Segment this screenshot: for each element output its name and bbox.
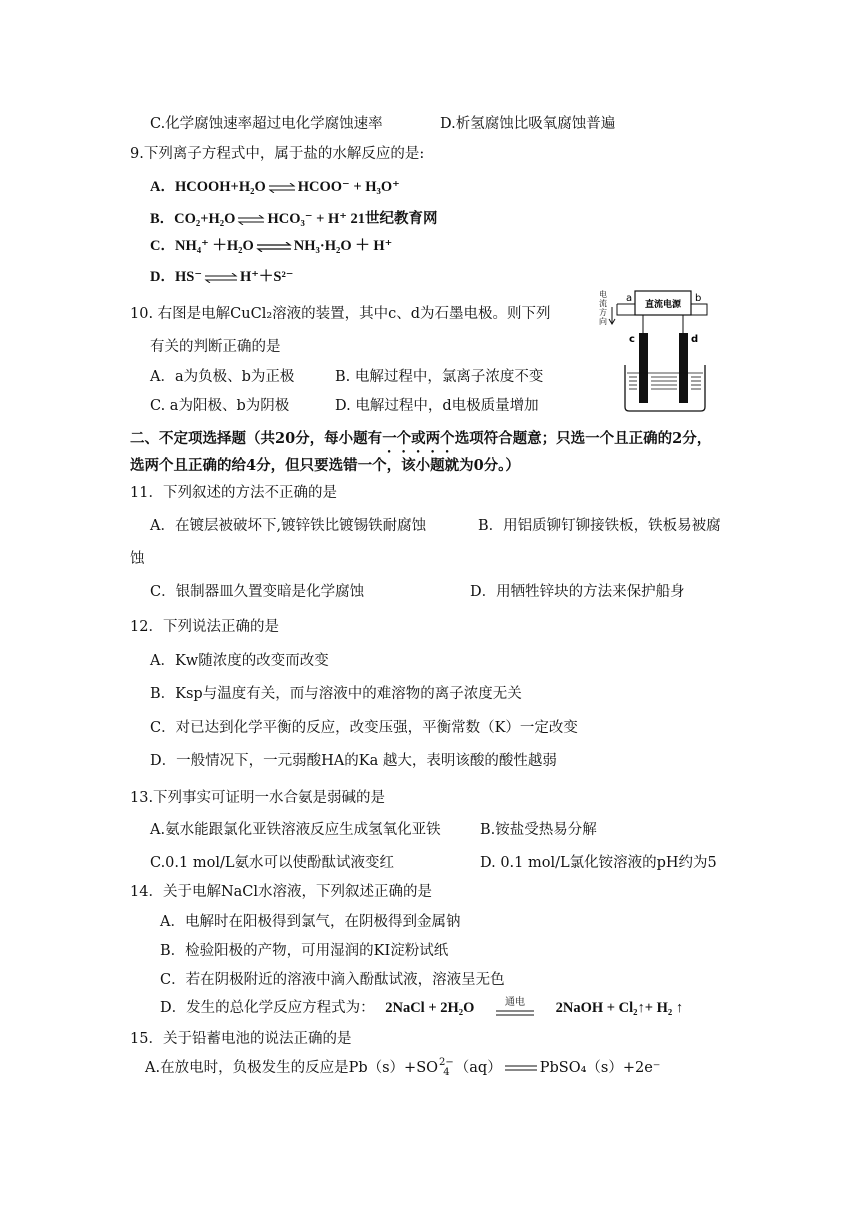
q11-option-d: D．用牺牲锌块的方法来保护船身 [470, 584, 685, 600]
q14-d-pre: D．发生的总化学反应方程式为： [160, 1000, 375, 1016]
q14-option-c: C．若在阴极附近的溶液中滴入酚酞试液，溶液呈无色 [160, 972, 505, 988]
q11-option-a: A．在镀层被破坏下,镀锌铁比镀锡铁耐腐蚀 [150, 518, 427, 534]
section2-header-line2: 选两个且正确的给4分，但只要选错一个，该小题就为0分。） [130, 457, 520, 474]
current-arrow-icon [609, 307, 615, 324]
electrolysis-condition-label: 通电 [504, 997, 525, 1008]
section2-header-line1 [130, 429, 711, 456]
power-label: 直流电源 [644, 300, 682, 310]
q9-option-d [150, 267, 293, 287]
q9-stem: 9.下列离子方程式中，属于盐的水解反应的是: [130, 146, 425, 162]
electrode-c [639, 333, 648, 403]
current-label-char: 方 [599, 308, 607, 317]
electrode-leads [643, 315, 683, 333]
q15-a-mid: （aq） [454, 1060, 502, 1076]
q15-a-post: PbSO₄（s）+2e⁻ [539, 1060, 661, 1076]
q9-c-rhs: NH₃·H₂O ＋ H⁺ [293, 238, 393, 254]
q11-option-b: B．用铝质铆钉铆接铁板，铁板易被腐 [478, 518, 721, 534]
q12-stem: 12．下列说法正确的是 [130, 619, 279, 635]
q9-a-rhs: HCOO⁻ + H₃O⁺ [297, 179, 400, 195]
q14-option-b: B．检验阳极的产物，可用湿润的KI淀粉试纸 [160, 943, 449, 959]
q9-a-lhs: A．HCOOH+H₂O [150, 179, 266, 195]
q12-option-d: D．一般情况下，一元弱酸HA的Ka 越大，表明该酸的酸性越弱 [150, 753, 557, 769]
q15-option-a [145, 1058, 660, 1078]
solution-level [627, 373, 703, 389]
q14-d-rhs: 2NaOH + Cl₂↑+ H₂ ↑ [555, 1000, 684, 1016]
q13-stem: 13.下列事实可证明一水合氨是弱碱的是 [130, 790, 386, 806]
q8-option-c: C.化学腐蚀速率超过电化学腐蚀速率 [150, 116, 383, 132]
q15-stem: 15．关于铅蓄电池的说法正确的是 [130, 1031, 352, 1047]
equilibrium-arrow-icon [204, 273, 238, 283]
terminal-label-a: a [626, 293, 633, 304]
q9-option-b [150, 209, 438, 229]
q10-option-b: B. 电解过程中，氯离子浓度不变 [335, 369, 544, 385]
section2-header-emphasis: 一个或两个 [382, 430, 455, 447]
current-direction-label [599, 289, 607, 326]
q9-d-rhs: H⁺＋S²⁻ [239, 269, 294, 285]
section2-header-post: 选项符合题意；只选一个且正确的2分， [454, 430, 712, 447]
q9-b-rhs: HCO₃⁻ + H⁺ 21世纪教育网 [267, 211, 438, 227]
q9-c-lhs: C．NH₄⁺ ＋H₂O [150, 238, 254, 254]
current-label-char: 电 [599, 290, 607, 299]
sulfate-subscript: 4 [443, 1067, 450, 1078]
q12-option-a: A．Kw随浓度的改变而改变 [150, 653, 329, 669]
q14-d-condition [493, 998, 537, 1018]
equilibrium-arrow-icon [256, 242, 292, 252]
q10-stem-line1: 10. 右图是电解CuCl₂溶液的装置，其中c、d为石墨电极。则下列 [130, 306, 551, 322]
q11-option-c: C．银制器皿久置变暗是化学腐蚀 [150, 584, 365, 600]
q14-option-a: A．电解时在阳极得到氯气，在阴极得到金属钠 [160, 914, 461, 930]
q9-option-c [150, 236, 392, 256]
q14-option-d [160, 998, 683, 1018]
equilibrium-arrow-icon [268, 183, 296, 193]
q14-d-lhs: 2NaCl + 2H₂O [385, 1000, 475, 1016]
current-label-char: 向 [599, 317, 607, 326]
q14-stem: 14．关于电解NaCl水溶液，下列叙述正确的是 [130, 884, 433, 900]
q11-stem: 11．下列叙述的方法不正确的是 [130, 485, 337, 501]
q8-option-d: D.析氢腐蚀比吸氧腐蚀普遍 [440, 116, 616, 132]
current-label-char: 流 [599, 299, 607, 308]
q13-option-d: D. 0.1 mol/L氯化铵溶液的pH约为5 [480, 855, 717, 871]
equals-sign-icon [505, 1064, 537, 1072]
q13-option-a: A.氨水能跟氯化亚铁溶液反应生成氢氧化亚铁 [150, 822, 441, 838]
q12-option-b: B．Ksp与温度有关，而与溶液中的难溶物的离子浓度无关 [150, 686, 522, 702]
sulfate-superscript: 2− [439, 1057, 454, 1068]
q13-option-b: B.铵盐受热易分解 [480, 822, 597, 838]
q12-option-c: C．对已达到化学平衡的反应，改变压强，平衡常数（K）一定改变 [150, 720, 578, 736]
electrode-label-c: c [629, 334, 635, 345]
q10-option-d: D. 电解过程中，d电极质量增加 [335, 398, 539, 414]
sulfate-charge [439, 1058, 454, 1078]
q9-d-lhs: D．HS⁻ [150, 269, 202, 285]
electrode-label-d: d [691, 334, 699, 345]
electrode-d [679, 333, 688, 403]
equals-sign-icon [496, 1009, 534, 1017]
q13-option-c: C.0.1 mol/L氨水可以使酚酞试液变红 [150, 855, 394, 871]
beaker [625, 365, 705, 411]
q9-b-lhs: B．CO₂+H₂O [150, 211, 236, 227]
equilibrium-arrow-icon [237, 215, 265, 225]
electrolysis-diagram [595, 287, 715, 415]
q11-option-b-wrap: 蚀 [130, 551, 145, 567]
q9-option-a [150, 177, 400, 197]
q10-option-c: C. a为阳极、b为阴极 [150, 398, 290, 414]
terminal-label-b: b [695, 293, 702, 304]
q10-option-a: A．a为负极、b为正极 [150, 369, 295, 385]
q10-stem-line2: 有关的判断正确的是 [150, 339, 281, 355]
section2-header-pre: 二、不定项选择题（共20分，每小题有 [130, 430, 383, 447]
q15-a-pre: A.在放电时，负极发生的反应是Pb（s）+SO [145, 1060, 439, 1076]
